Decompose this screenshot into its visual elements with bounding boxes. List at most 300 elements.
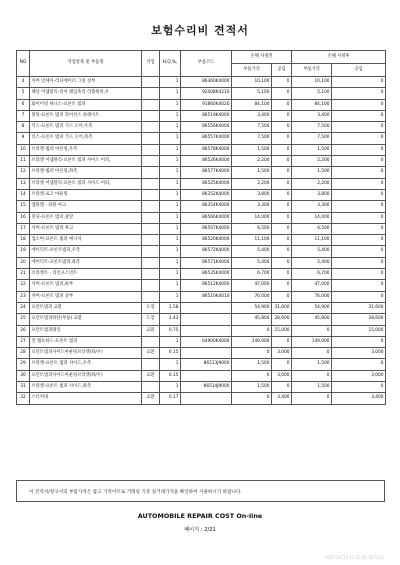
row-after-parts: 0 <box>292 393 332 404</box>
row-code: 86571K4000 <box>181 257 232 268</box>
row-work <box>142 144 160 155</box>
row-no: 10 <box>17 144 30 155</box>
row-code <box>181 314 232 325</box>
row-before-labor: 0 <box>272 223 292 234</box>
document-title: 보험수리비 견적서 <box>151 24 249 37</box>
row-work: 교환 <box>142 325 160 336</box>
row-after-labor: 0 <box>332 336 386 347</box>
row-hq: 1 <box>160 280 181 291</box>
row-hq: 1 <box>160 382 181 393</box>
row-after-parts: 3,800 <box>292 189 332 200</box>
row-code <box>181 348 232 359</box>
row-after-labor: 15,000 <box>332 325 386 336</box>
row-no: 29 <box>17 359 30 370</box>
row-item: 프런트범퍼사이드마운팅브라켓(좌/우) <box>30 348 142 359</box>
row-code: 86360K4000 <box>181 77 232 88</box>
header-after-labor: 공임 <box>332 64 386 77</box>
row-no: 9 <box>17 133 30 144</box>
row-item: 앞 램프하드-프론트 범퍼 <box>30 336 142 347</box>
row-before-labor: 0 <box>272 77 292 88</box>
estimate-rows <box>17 77 386 405</box>
row-before-labor: 0 <box>272 246 292 257</box>
row-code: 86519K4000 <box>181 110 232 121</box>
row-before-labor: 0 <box>272 359 292 370</box>
table-row <box>17 336 386 347</box>
row-code <box>181 302 232 313</box>
row-before-parts: 0 <box>232 325 272 336</box>
row-item: 덕스-프론트 범퍼 가드 오어,우측 <box>30 122 142 133</box>
row-item: 브라켓트 - 리인포스먼트 <box>30 269 142 280</box>
row-after-labor: 3,400 <box>332 393 386 404</box>
row-work <box>142 382 160 393</box>
row-after-labor: 0 <box>332 280 386 291</box>
row-work <box>142 223 160 234</box>
row-code: 86526K4000 <box>181 156 232 167</box>
row-before-labor: 0 <box>272 122 292 133</box>
row-item: 프런트범퍼 교환 <box>30 302 142 313</box>
row-hq: 1 <box>160 156 181 167</box>
row-no: 13 <box>17 178 30 189</box>
price-notice: 이 견적서/청구서의 부품가격은 참고 가격이므로 거래일 기준 실거래가격을 확인하여 사용하시기 바랍니다. <box>16 480 385 502</box>
row-after-labor: 0 <box>332 246 386 257</box>
row-no: 8 <box>17 122 30 133</box>
row-after-parts: 11,100 <box>292 235 332 246</box>
row-hq: 1 <box>160 246 181 257</box>
header-work: 작업 <box>142 51 160 77</box>
row-after-parts: 47,000 <box>292 280 332 291</box>
page-indicator: 페이지 : 2/21 <box>184 527 216 533</box>
estimate-table <box>16 50 386 405</box>
row-code: 86513J9000 <box>181 359 232 370</box>
row-no: 32 <box>17 393 30 404</box>
table-row <box>17 88 386 99</box>
row-before-parts: 3,300 <box>232 201 272 212</box>
row-item: 브라켓-프론트 범퍼 사이드,우측 <box>30 359 142 370</box>
row-hq: 1 <box>160 212 181 223</box>
row-code: 86535K4000 <box>181 269 232 280</box>
table-row <box>17 99 386 110</box>
row-no: 6 <box>17 99 30 110</box>
row-before-parts: 1,500 <box>232 359 272 370</box>
row-work <box>142 201 160 212</box>
row-after-parts: 54,900 <box>292 302 332 313</box>
table-row <box>17 223 386 234</box>
row-after-parts: 5,400 <box>292 257 332 268</box>
row-code: 86556K4000 <box>181 122 232 133</box>
row-before-labor: 0 <box>272 189 292 200</box>
row-after-labor: 0 <box>332 223 386 234</box>
row-work: 교환 <box>142 370 160 381</box>
row-no: 24 <box>17 302 30 313</box>
row-after-parts: 7,500 <box>292 122 332 133</box>
row-before-labor: 28,600 <box>272 314 292 325</box>
row-hq: 1 <box>160 178 181 189</box>
app-name: AUTOMOBILE REPAIR COST On-line <box>137 512 263 520</box>
row-item: 커버-프론트 범퍼 상부 <box>30 291 142 302</box>
row-hq: 1.58 <box>160 302 181 313</box>
row-hq: 1 <box>160 359 181 370</box>
table-row <box>17 269 386 280</box>
row-hq: 1 <box>160 257 181 268</box>
row-after-labor: 0 <box>332 99 386 110</box>
row-item: 볼팅-프론트 범퍼 라이선스 플레이트 <box>30 110 142 121</box>
header-no: NO <box>17 51 30 77</box>
row-before-parts: 2,200 <box>232 156 272 167</box>
table-row <box>17 178 386 189</box>
row-hq: 1 <box>160 291 181 302</box>
row-no: 7 <box>17 110 30 121</box>
row-hq: 1 <box>160 88 181 99</box>
row-code: 86577K4000 <box>181 167 232 178</box>
row-no: 15 <box>17 201 30 212</box>
row-before-labor: 0 <box>272 280 292 291</box>
row-before-parts: 3,400 <box>232 110 272 121</box>
row-work <box>142 212 160 223</box>
row-before-parts: 7,500 <box>232 133 272 144</box>
row-code: 86572K4000 <box>181 246 232 257</box>
row-hq: 1 <box>160 336 181 347</box>
row-after-parts: 76,000 <box>292 291 332 302</box>
row-hq: 1 <box>160 99 181 110</box>
row-before-labor: 0 <box>272 212 292 223</box>
row-after-labor: 0 <box>332 382 386 393</box>
row-item: 에이덕트-프론트범퍼,우측 <box>30 246 142 257</box>
row-work <box>142 269 160 280</box>
print-timestamp: 2025-03-19 11:34:46 (KT181) <box>324 555 384 560</box>
row-before-parts: 2,200 <box>232 178 272 189</box>
row-hq: 1 <box>160 144 181 155</box>
row-work <box>142 88 160 99</box>
table-row <box>17 122 386 133</box>
row-work <box>142 122 160 133</box>
row-before-parts: 5,100 <box>232 88 272 99</box>
row-hq: 1 <box>160 235 181 246</box>
row-work <box>142 246 160 257</box>
row-before-parts: 47,000 <box>232 280 272 291</box>
row-before-parts: 76,000 <box>232 291 272 302</box>
row-item: 프런트범퍼사이드마운팅브라켓(좌/우) <box>30 370 142 381</box>
table-row <box>17 133 386 144</box>
row-no: 28 <box>17 348 30 359</box>
row-before-labor: 0 <box>272 201 292 212</box>
row-after-labor: 0 <box>332 133 386 144</box>
table-row <box>17 382 386 393</box>
table-row <box>17 325 386 336</box>
table-row <box>17 257 386 268</box>
row-work: 도장 <box>142 302 160 313</box>
row-after-labor: 0 <box>332 156 386 167</box>
table-row <box>17 212 386 223</box>
row-no: 21 <box>17 269 30 280</box>
row-item: 커버-프론트 범퍼 후크 <box>30 223 142 234</box>
row-hq: 1 <box>160 110 181 121</box>
row-hq: 0.15 <box>160 348 181 359</box>
row-no: 25 <box>17 314 30 325</box>
header-code: 부품코드 <box>181 51 232 77</box>
row-after-labor: 0 <box>332 88 386 99</box>
row-hq: 1.43 <box>160 314 181 325</box>
row-work <box>142 291 160 302</box>
row-no: 17 <box>17 223 30 234</box>
table-row <box>17 291 386 302</box>
row-after-labor: 0 <box>332 257 386 268</box>
row-after-labor: 0 <box>332 122 386 133</box>
table-row <box>17 314 386 325</box>
header-hq: H,Q,%, <box>160 51 181 77</box>
row-after-parts: 6,500 <box>292 223 332 234</box>
row-before-labor: 0 <box>272 110 292 121</box>
row-after-labor: 28,600 <box>332 314 386 325</box>
row-no: 12 <box>17 167 30 178</box>
row-item: 엠블렘 - 좌블 마크 <box>30 201 142 212</box>
table-row <box>17 201 386 212</box>
row-work: 교환 <box>142 393 160 404</box>
row-before-labor: 0 <box>272 269 292 280</box>
row-item: 브라켓 어셈블리-프론트 범퍼 사이드 어퍼, <box>30 178 142 189</box>
row-before-parts: 5,400 <box>232 257 272 268</box>
row-hq: 1 <box>160 201 181 212</box>
row-after-parts: 1,500 <box>292 359 332 370</box>
row-before-labor: 0 <box>272 88 292 99</box>
row-after-labor: 31,600 <box>332 302 386 313</box>
table-row <box>17 393 386 404</box>
row-after-parts: 14,000 <box>292 212 332 223</box>
row-code: 91860K4020 <box>181 99 232 110</box>
row-code: 86510K4010 <box>181 291 232 302</box>
row-before-parts: 6,500 <box>232 223 272 234</box>
row-code: 86557K4000 <box>181 133 232 144</box>
row-before-parts: 6,700 <box>232 269 272 280</box>
row-work <box>142 178 160 189</box>
row-code: 86578K4000 <box>181 144 232 155</box>
row-item: 와이어링 하니스-프론트 범퍼 <box>30 99 142 110</box>
row-no: 31 <box>17 382 30 393</box>
row-before-parts: 0 <box>232 370 272 381</box>
row-before-parts: 0 <box>232 393 272 404</box>
row-after-parts: 1,500 <box>292 144 332 155</box>
row-hq: 1 <box>160 189 181 200</box>
row-before-parts: 14,000 <box>232 212 272 223</box>
table-row <box>17 370 386 381</box>
row-after-parts: 3,300 <box>292 201 332 212</box>
row-after-parts: 0 <box>292 325 332 336</box>
row-after-parts: 0 <box>292 370 332 381</box>
row-no: 20 <box>17 257 30 268</box>
row-after-parts: 3,400 <box>292 110 332 121</box>
row-code: 92408K4210 <box>181 88 232 99</box>
row-item: 브라켓-범퍼 아본링,좌측 <box>30 167 142 178</box>
row-hq: 0.75 <box>160 325 181 336</box>
row-item: 브라켓-범퍼 아본링,우측 <box>30 144 142 155</box>
row-code: 86567K4000 <box>181 223 232 234</box>
row-after-labor: 0 <box>332 201 386 212</box>
row-after-parts: 2,200 <box>292 178 332 189</box>
row-before-parts: 84,100 <box>232 99 272 110</box>
row-before-parts: 5,400 <box>232 246 272 257</box>
row-after-labor: 0 <box>332 144 386 155</box>
row-work: 도장 <box>142 314 160 325</box>
row-after-parts: 5,100 <box>292 88 332 99</box>
row-item: 브라켓-프론트 범퍼 사이드,좌측 <box>30 382 142 393</box>
row-work <box>142 99 160 110</box>
row-no: 26 <box>17 325 30 336</box>
row-before-labor: 3,400 <box>272 393 292 404</box>
row-hq: 1 <box>160 269 181 280</box>
row-after-parts: 1,500 <box>292 167 332 178</box>
table-row <box>17 110 386 121</box>
table-row <box>17 302 386 313</box>
row-before-labor: 0 <box>272 382 292 393</box>
row-code <box>181 393 232 404</box>
row-work <box>142 110 160 121</box>
row-after-parts: 45,800 <box>292 314 332 325</box>
row-code: 86520K4000 <box>181 235 232 246</box>
row-item: 브라켓 어셈블리-프론트 범퍼 사이드 어퍼, <box>30 156 142 167</box>
row-before-parts: 7,500 <box>232 122 272 133</box>
row-work <box>142 189 160 200</box>
row-after-labor: 0 <box>332 291 386 302</box>
row-code: 86514J9000 <box>181 382 232 393</box>
row-hq: 1 <box>160 77 181 88</box>
row-after-labor: 0 <box>332 269 386 280</box>
row-after-parts: 149,000 <box>292 336 332 347</box>
row-before-labor: 3,000 <box>272 370 292 381</box>
row-hq: 1 <box>160 167 181 178</box>
row-after-parts: 1,500 <box>292 382 332 393</box>
row-after-parts: 84,100 <box>292 99 332 110</box>
table-row <box>17 348 386 359</box>
row-after-parts: 6,700 <box>292 269 332 280</box>
table-row <box>17 167 386 178</box>
row-before-labor: 0 <box>272 156 292 167</box>
row-before-parts: 11,100 <box>232 235 272 246</box>
row-item: 패널 어셈블리-리어 레임축리 리츨쭉퍼,우 <box>30 88 142 99</box>
row-code <box>181 325 232 336</box>
row-before-labor: 0 <box>272 291 292 302</box>
row-work <box>142 156 160 167</box>
row-work <box>142 280 160 291</box>
header-before-parts: 부품가격 <box>232 64 272 77</box>
row-work: 교환 <box>142 348 160 359</box>
row-no: 18 <box>17 235 30 246</box>
row-work <box>142 77 160 88</box>
row-after-labor: 3,000 <box>332 348 386 359</box>
row-item: 에어덕트-프론트범퍼,좌측 <box>30 257 142 268</box>
row-hq: 0.17 <box>160 393 181 404</box>
row-item: 커버 앗세이-라디에이터 그릴 상부 <box>30 77 142 88</box>
row-item: 업소버-프론트 범퍼 에너지 <box>30 235 142 246</box>
table-row <box>17 359 386 370</box>
row-no: 23 <box>17 291 30 302</box>
row-before-labor: 0 <box>272 99 292 110</box>
row-after-parts: 10,100 <box>292 77 332 88</box>
row-no: 27 <box>17 336 30 347</box>
row-before-parts: 10,100 <box>232 77 272 88</box>
row-before-labor: 3,000 <box>272 348 292 359</box>
row-code: 86512K4000 <box>181 280 232 291</box>
row-no: 5 <box>17 88 30 99</box>
row-after-labor: 0 <box>332 212 386 223</box>
row-hq: 1 <box>160 133 181 144</box>
row-before-labor: 15,000 <box>272 325 292 336</box>
row-item: 브라켓-로고 마운팅 <box>30 189 142 200</box>
row-before-parts: 1,500 <box>232 167 272 178</box>
table-row <box>17 156 386 167</box>
row-item: 덕스-프론트 범퍼 가드 오어,좌측 <box>30 133 142 144</box>
row-item: 프런트범퍼하단(부품) 교환 <box>30 314 142 325</box>
row-after-labor: 0 <box>332 167 386 178</box>
row-code: 64900K4000 <box>181 336 232 347</box>
row-before-parts: 54,900 <box>232 302 272 313</box>
row-after-labor: 0 <box>332 359 386 370</box>
row-hq: 1 <box>160 122 181 133</box>
row-no: 11 <box>17 156 30 167</box>
row-after-labor: 0 <box>332 235 386 246</box>
row-before-labor: 31,600 <box>272 302 292 313</box>
row-code: 86566K4000 <box>181 212 232 223</box>
header-after-parts: 부품가격 <box>292 64 332 77</box>
row-item: 커버-프론트 범퍼,하부 <box>30 280 142 291</box>
row-after-labor: 0 <box>332 189 386 200</box>
row-before-parts: 149,000 <box>232 336 272 347</box>
header-before-labor: 공임 <box>272 64 292 77</box>
row-work <box>142 167 160 178</box>
row-before-parts: 1,500 <box>232 144 272 155</box>
table-row <box>17 246 386 257</box>
row-before-labor: 0 <box>272 133 292 144</box>
row-no: 16 <box>17 212 30 223</box>
row-hq: 1 <box>160 223 181 234</box>
row-before-parts: 3,800 <box>232 189 272 200</box>
row-code: 86525K4000 <box>181 178 232 189</box>
row-no: 19 <box>17 246 30 257</box>
row-work <box>142 257 160 268</box>
table-row <box>17 77 386 88</box>
row-after-labor: 0 <box>332 178 386 189</box>
row-work <box>142 336 160 347</box>
row-before-parts: 0 <box>232 348 272 359</box>
row-no: 14 <box>17 189 30 200</box>
row-code: 86352K4000 <box>181 189 232 200</box>
row-item: 프런트범퍼레일 <box>30 325 142 336</box>
table-row <box>17 144 386 155</box>
row-before-labor: 0 <box>272 235 292 246</box>
row-hq: 0.15 <box>160 370 181 381</box>
row-before-labor: 0 <box>272 178 292 189</box>
row-no: 22 <box>17 280 30 291</box>
header-item: 작업항목 및 부품명 <box>30 51 142 77</box>
estimate-table-container <box>16 50 385 405</box>
table-row <box>17 189 386 200</box>
row-before-parts: 45,800 <box>232 314 272 325</box>
row-code <box>181 370 232 381</box>
row-after-parts: 2,200 <box>292 156 332 167</box>
table-row <box>17 280 386 291</box>
row-no: 30 <box>17 370 30 381</box>
row-before-labor: 0 <box>272 167 292 178</box>
row-before-labor: 0 <box>272 336 292 347</box>
row-after-parts: 5,400 <box>292 246 332 257</box>
row-after-labor: 0 <box>332 77 386 88</box>
row-work <box>142 359 160 370</box>
row-after-parts: 7,500 <box>292 133 332 144</box>
row-after-labor: 3,000 <box>332 370 386 381</box>
row-before-labor: 0 <box>272 257 292 268</box>
header-before: 손해 사정전 <box>232 51 292 64</box>
row-item: 몰딩-프론트 범퍼,중앙 <box>30 212 142 223</box>
row-after-parts: 0 <box>292 348 332 359</box>
header-after: 손해 사정후 <box>292 51 386 64</box>
